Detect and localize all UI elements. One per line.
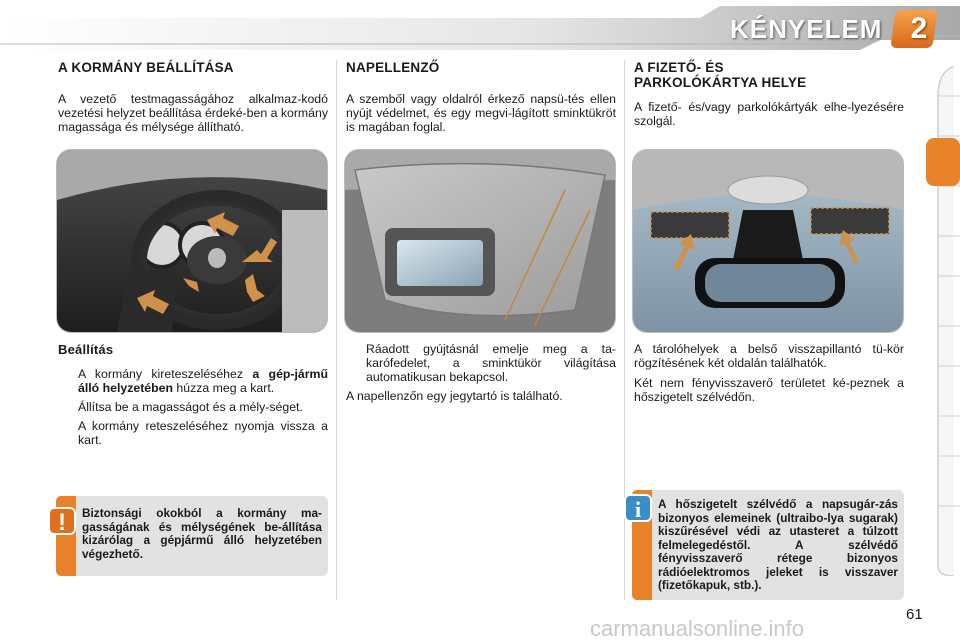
info-icon: i xyxy=(624,494,652,522)
card-holder-zones: Két nem fényvisszaverő területet ké-peznek a hőszigetelt szélvédőn. xyxy=(634,376,904,404)
list-item: A kormány kireteszeléséhez a gép-jármű álló helyzetében húzza meg a kart. xyxy=(78,367,329,395)
chapter-tabs xyxy=(924,66,960,576)
page-number: 61 xyxy=(906,606,923,623)
watermark: carmanualsonline.info xyxy=(590,616,805,641)
section-heading-card-holder: A FIZETŐ- ÉS PARKOLÓKÁRTYA HELYE xyxy=(634,60,807,90)
steering-adjustment xyxy=(58,342,328,452)
info-text: A hőszigetelt szélvédő a napsugár-zás bizonyos elemeinek (ultraibo-lya sugarak) kiszűrésével védi az utasteret a túlzott felmelegedéstől. A szélvédő fényvisszaverő rétege bizonyos rádióelektromos jeleket is visszaver (fizetőkapuk, stb.). xyxy=(658,497,898,592)
steering-wheel-photo xyxy=(57,150,327,332)
list-item: Állítsa be a magasságot és a mély-séget. xyxy=(78,400,303,414)
column-steering xyxy=(58,60,328,134)
steering-intro: A vezető testmagasságához alkalmaz-kodó vezetési helyzet beállítása érdeké-ben a kormány magassága és mélysége állítható. xyxy=(58,92,328,134)
sun-visor-photo xyxy=(345,150,615,332)
card-holder-details xyxy=(634,342,904,404)
card-holder-location: A tárolóhelyek a belső visszapillantó tü-kör rögzítésének két oldalán találhatók. xyxy=(634,342,904,370)
sun-visor-steps xyxy=(346,342,616,384)
chapter-number: 2 xyxy=(910,12,928,45)
windscreen-photo xyxy=(633,150,903,332)
page-header xyxy=(0,0,960,52)
warning-icon: ! xyxy=(48,507,76,535)
list-item: Ráadott gyújtásnál emelje meg a ta-karófedelet, a sminktükör világítása automatikusan bekapcsol. xyxy=(366,342,616,384)
section-heading-sun-visor: NAPELLENZŐ xyxy=(346,60,440,75)
list-item: A kormány reteszeléséhez nyomja vissza a kart. xyxy=(78,419,328,447)
column-sun-visor xyxy=(346,60,616,134)
section-heading-steering: A KORMÁNY BEÁLLÍTÁSA xyxy=(58,60,234,75)
adjustment-heading: Beállítás xyxy=(58,342,114,357)
column-divider xyxy=(336,60,337,600)
chapter-title: KÉNYELEM xyxy=(730,14,883,44)
adjustment-steps xyxy=(58,367,328,447)
sun-visor-details xyxy=(346,342,616,403)
warning-text: Biztonsági okokból a kormány ma-gasságának és mélységének be-állítása kizárólag a gépjármű álló helyzetében végezhető. xyxy=(82,506,322,561)
sun-visor-intro: A szemből vagy oldalról érkező napsü-tés ellen nyújt védelmet, és egy megvi-lágított sminktükröt is magában foglal. xyxy=(346,92,616,134)
column-card-holder xyxy=(634,60,904,128)
sun-visor-note: A napellenzőn egy jegytartó is található. xyxy=(346,389,563,403)
active-chapter-tab[interactable] xyxy=(926,138,960,186)
card-holder-intro: A fizető- és/vagy parkolókártyák elhe-lyezésére szolgál. xyxy=(634,100,904,128)
